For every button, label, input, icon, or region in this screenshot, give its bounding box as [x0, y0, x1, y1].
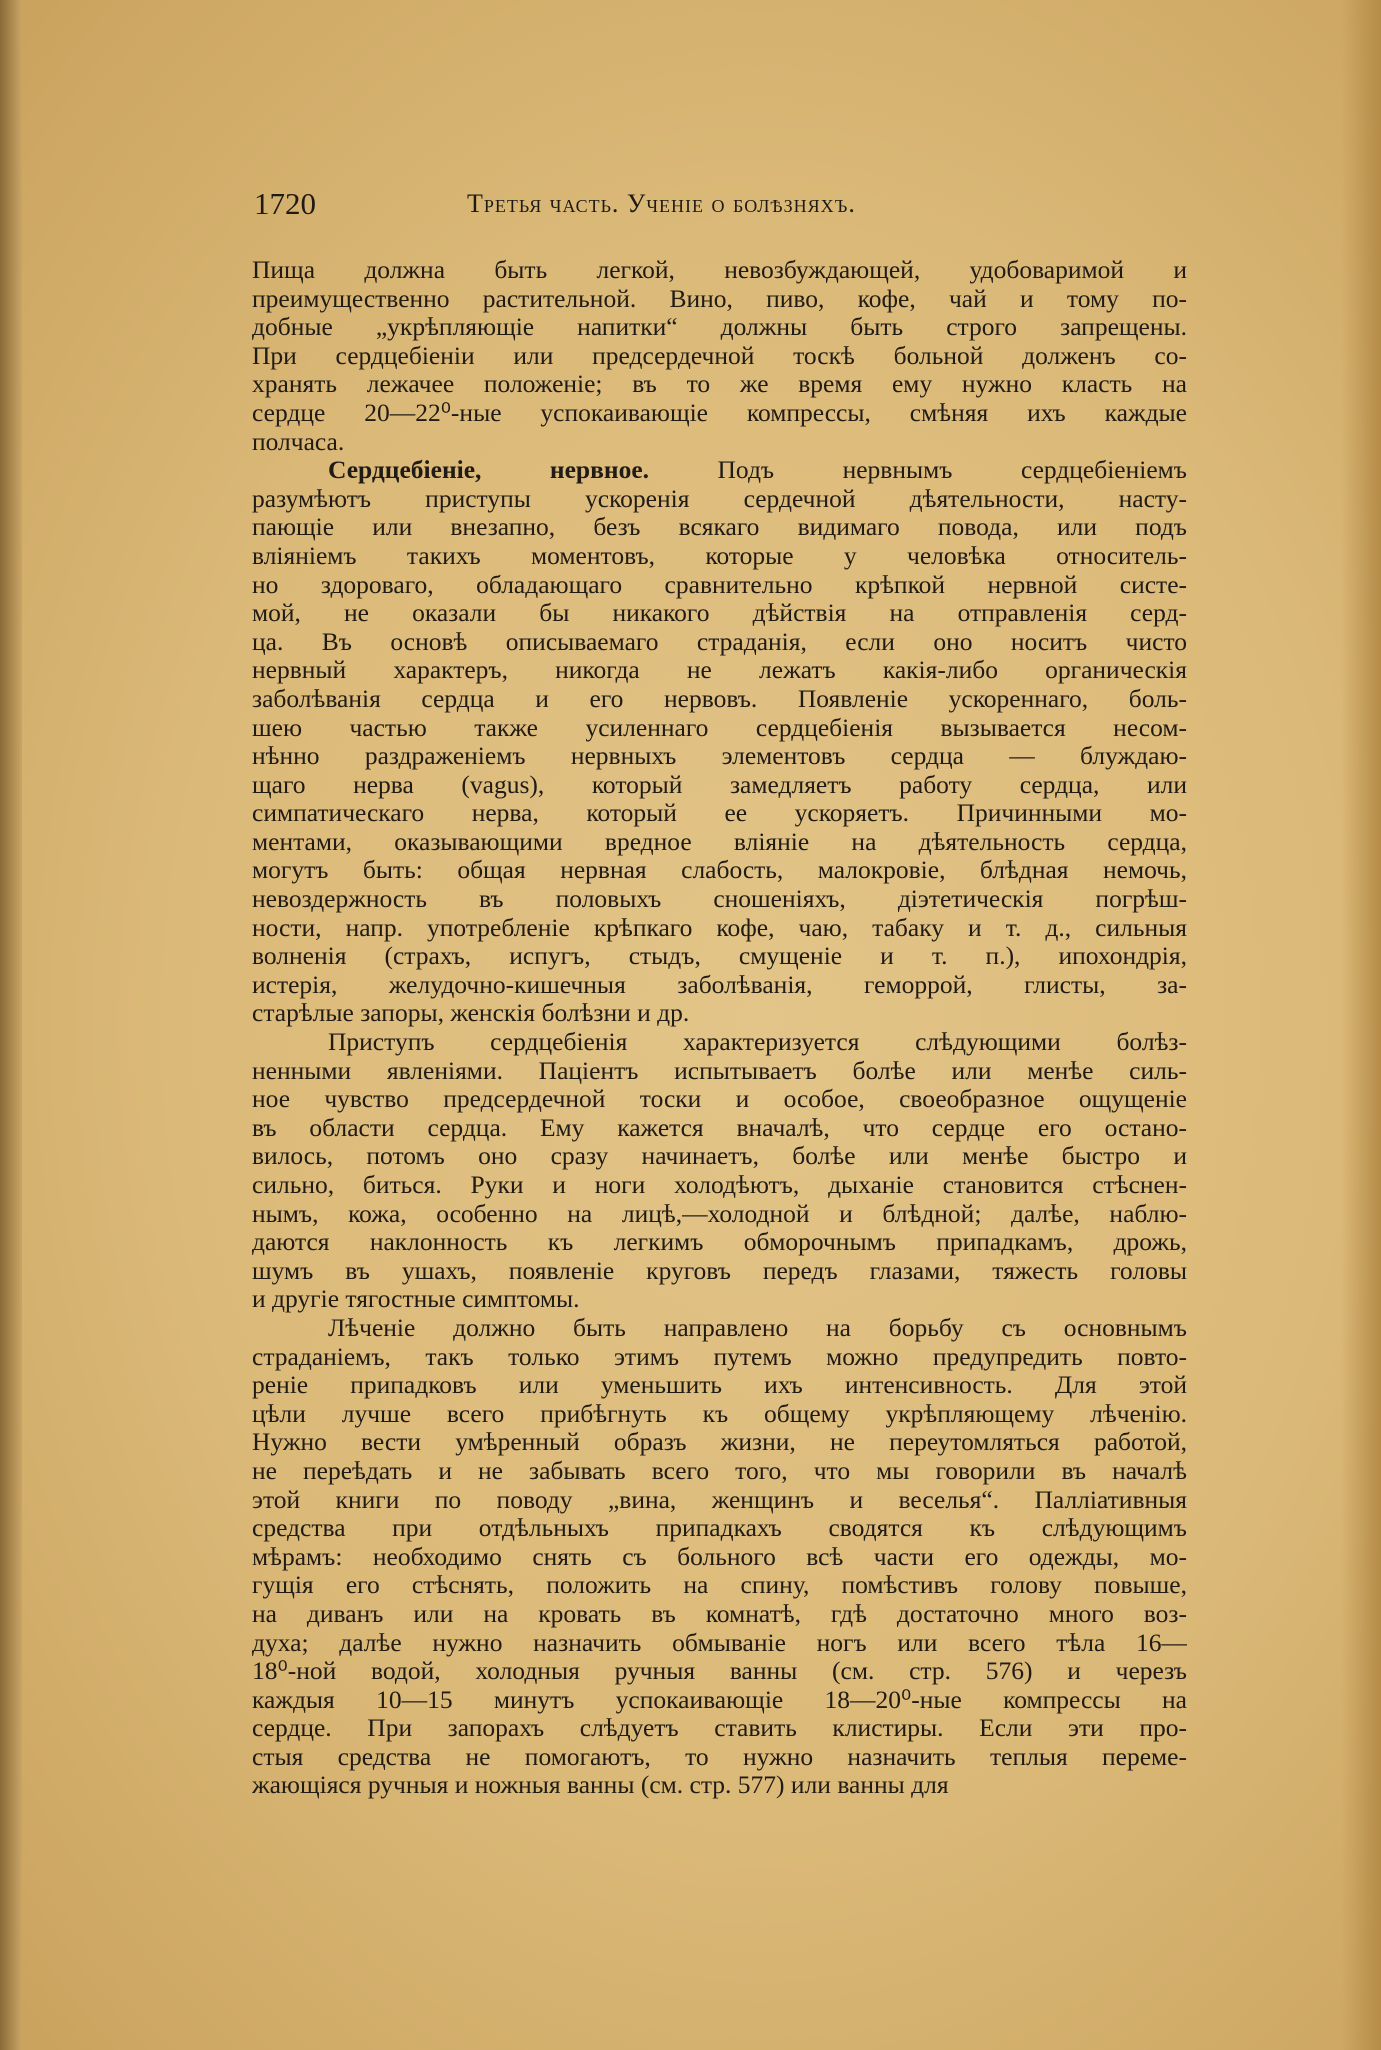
text-line	[252, 885, 1187, 914]
line-text: реніе припадковъ или уменьшить ихъ интенсивность. Для этой	[252, 1371, 1187, 1400]
text-line	[252, 256, 1187, 285]
text-line	[252, 1486, 1187, 1515]
text-line	[252, 1543, 1187, 1572]
line-text: Нужно вести умѣренный образъ жизни, не переутомляться работой,	[252, 1428, 1187, 1457]
line-text: волненія (страхъ, испугъ, стыдъ, смущеніе и т. п.), ипохондрія,	[252, 942, 1187, 971]
line-text: Пища должна быть легкой, невозбуждающей, удобоваримой и	[252, 256, 1187, 284]
line-text: заболѣванія сердца и его нервовъ. Появленіе ускореннаго, боль-	[252, 684, 1187, 713]
page-edge-shadow	[1341, 0, 1381, 2050]
paragraph	[252, 1028, 1187, 1314]
line-text: нервный характеръ, никогда не лежатъ какія-либо органическія	[252, 656, 1187, 685]
text-line	[252, 1171, 1187, 1200]
line-text: жающіяся ручныя и ножныя ванны (см. стр. 577) или ванны для	[252, 1771, 949, 1800]
text-line	[252, 1629, 1187, 1658]
line-text: старѣлые запоры, женскія болѣзни и др.	[252, 999, 690, 1028]
text-line	[252, 942, 1187, 971]
text-line	[252, 1686, 1187, 1715]
text-line	[252, 1428, 1187, 1457]
line-text: Лѣченіе должно быть направлено на борьбу съ основнымъ	[328, 1313, 1187, 1342]
line-text: но здороваго, обладающаго сравнительно крѣпкой нервной систе-	[252, 570, 1187, 599]
line-text: сердце 20—22⁰-ные успокаивающіе компрессы, смѣняя ихъ каждые	[252, 398, 1187, 427]
line-text: каждыя 10—15 минутъ успокаивающіе 18—20⁰-ные компрессы на	[252, 1685, 1187, 1714]
line-text: пающіе или внезапно, безъ всякаго видимаго повода, или подъ	[252, 513, 1187, 542]
text-line	[252, 399, 1187, 428]
line-text: невоздержность въ половыхъ сношеніяхъ, діэтетическія погрѣш-	[252, 885, 1187, 914]
text-line	[252, 1771, 1187, 1800]
text-line	[252, 1600, 1187, 1629]
text-line	[252, 1085, 1187, 1114]
line-text: вліяніемъ такихъ моментовъ, которые у человѣка относитель-	[252, 541, 1187, 570]
line-text: ненными явленіями. Паціентъ испытываетъ болѣе или менѣе силь-	[252, 1056, 1187, 1085]
text-line	[252, 714, 1187, 743]
line-text: даются наклонность къ легкимъ обморочнымъ припадкамъ, дрожь,	[252, 1228, 1187, 1257]
line-text: Подъ нервнымъ сердцебіеніемъ	[649, 456, 1187, 485]
line-text: Приступъ сердцебіенія характеризуется слѣдующими болѣз-	[328, 1028, 1187, 1057]
text-line	[252, 799, 1187, 828]
text-line	[252, 1343, 1187, 1372]
line-text: на диванъ или на кровать въ комнатѣ, гдѣ достаточно много воз-	[252, 1599, 1187, 1628]
text-line	[252, 1028, 1187, 1057]
line-text: мой, не оказали бы никакого дѣйствія на отправленія серд-	[252, 599, 1187, 628]
text-line	[252, 685, 1187, 714]
text-line	[252, 856, 1187, 885]
line-text: цѣли лучше всего прибѣгнуть къ общему укрѣпляющему лѣченію.	[252, 1399, 1187, 1428]
line-text: ментами, оказывающими вредное вліяніе на дѣятельность сердца,	[252, 827, 1187, 856]
line-text: добные „укрѣпляющіе напитки“ должны быть строго запрещены.	[252, 313, 1187, 342]
line-text: хранять лежачее положеніе; въ то же время ему нужно класть на	[252, 370, 1187, 399]
paragraph	[252, 456, 1187, 1028]
text-line	[252, 313, 1187, 342]
line-text: разумѣютъ приступы ускоренія сердечной дѣятельности, насту-	[252, 484, 1187, 513]
page-number: 1720	[254, 186, 316, 221]
text-line	[252, 971, 1187, 1000]
text-line	[252, 1228, 1187, 1257]
paragraph	[252, 1314, 1187, 1800]
line-text: гущія его стѣснять, положить на спину, помѣстивъ голову повыше,	[252, 1571, 1187, 1600]
text-line	[252, 828, 1187, 857]
line-text: преимущественно растительной. Вино, пиво, кофе, чай и тому по-	[252, 284, 1187, 313]
line-text: сердце. При запорахъ слѣдуетъ ставить клистиры. Если эти про-	[252, 1714, 1187, 1743]
line-text: нымъ, кожа, особенно на лицѣ,—холодной и блѣдной; далѣе, наблю-	[252, 1199, 1187, 1228]
line-text: При сердцебіеніи или предсердечной тоскѣ больной долженъ со-	[252, 341, 1187, 370]
text-line	[252, 1743, 1187, 1772]
text-line	[252, 999, 1187, 1028]
line-text: ное чувство предсердечной тоски и особое, своеобразное ощущеніе	[252, 1085, 1187, 1114]
line-text: щаго нерва (vagus), который замедляетъ работу сердца, или	[252, 770, 1187, 799]
line-text: и другіе тягостные симптомы.	[252, 1285, 580, 1314]
text-line	[252, 1114, 1187, 1143]
text-line	[252, 1200, 1187, 1229]
line-text: страданіемъ, такъ только этимъ путемъ можно предупредить повто-	[252, 1342, 1187, 1371]
text-line	[252, 1371, 1187, 1400]
text-line	[252, 1714, 1187, 1743]
text-line	[252, 370, 1187, 399]
text-line	[252, 485, 1187, 514]
text-line	[252, 542, 1187, 571]
line-text: шумъ въ ушахъ, появленіе круговъ передъ глазами, тяжесть головы	[252, 1256, 1187, 1285]
text-line	[252, 1285, 1187, 1314]
text-line	[252, 656, 1187, 685]
line-text: мѣрамъ: необходимо снять съ больного всѣ части его одежды, мо-	[252, 1542, 1187, 1571]
text-line	[252, 628, 1187, 657]
text-line	[252, 742, 1187, 771]
text-line	[252, 285, 1187, 314]
line-text: симпатическаго нерва, который ее ускоряетъ. Причинными мо-	[252, 799, 1187, 828]
line-text: нѣнно раздраженіемъ нервныхъ элементовъ сердца — блуждаю-	[252, 742, 1187, 771]
line-text: этой книги по поводу „вина, женщинъ и веселья“. Палліативныя	[252, 1485, 1187, 1514]
line-text: сильно, биться. Руки и ноги холодѣютъ, дыханіе становится стѣснен-	[252, 1171, 1187, 1199]
text-line	[252, 1142, 1187, 1171]
text-line	[252, 342, 1187, 371]
text-line	[252, 1314, 1187, 1343]
paragraph	[252, 256, 1187, 456]
line-text: не переѣдать и не забывать всего того, что мы говорили въ началѣ	[252, 1456, 1187, 1485]
line-text: полчаса.	[252, 427, 345, 456]
body-text	[252, 256, 1187, 1800]
line-text: стыя средства не помогаютъ, то нужно назначить теплыя переме-	[252, 1742, 1187, 1771]
line-text: истерія, желудочно-кишечныя заболѣванія, геморрой, глисты, за-	[252, 970, 1187, 999]
line-text: ца. Въ основѣ описываемаго страданія, если оно носитъ чисто	[252, 627, 1187, 656]
text-line	[252, 914, 1187, 943]
text-line	[252, 1571, 1187, 1600]
entry-heading: Сердцебіеніе, нервное.	[328, 456, 650, 485]
line-text: духа; далѣе нужно назначить обмываніе ногъ или всего тѣла 16—	[252, 1628, 1187, 1657]
text-line	[252, 1257, 1187, 1286]
line-text: средства при отдѣльныхъ припадкахъ сводятся къ слѣдующимъ	[252, 1514, 1187, 1543]
page-gutter	[0, 0, 22, 2050]
text-line	[252, 599, 1187, 628]
text-line	[252, 428, 1187, 457]
line-text: могутъ быть: общая нервная слабость, малокровіе, блѣдная немочь,	[252, 856, 1187, 885]
text-line	[252, 1657, 1187, 1686]
running-header	[254, 186, 994, 226]
text-line	[252, 1400, 1187, 1429]
text-line	[252, 513, 1187, 542]
line-text: вилось, потомъ оно сразу начинаетъ, болѣе или менѣе быстро и	[252, 1142, 1187, 1171]
text-line	[252, 771, 1187, 800]
text-line	[252, 571, 1187, 600]
line-text: шею частью также усиленнаго сердцебіенія вызывается несом-	[252, 713, 1187, 742]
text-line	[252, 1057, 1187, 1086]
text-line	[252, 1514, 1187, 1543]
line-text: ности, напр. употребленіе крѣпкаго кофе, чаю, табаку и т. д., сильныя	[252, 913, 1187, 942]
line-text: въ области сердца. Ему кажется вначалѣ, что сердце его остано-	[252, 1113, 1187, 1142]
line-text: 18⁰-ной водой, холодныя ручныя ванны (см. стр. 576) и черезъ	[252, 1657, 1187, 1686]
text-line	[252, 1457, 1187, 1486]
running-title: Третья часть. Ученіе о болѣзняхъ.	[467, 189, 856, 218]
text-line	[252, 456, 1187, 485]
